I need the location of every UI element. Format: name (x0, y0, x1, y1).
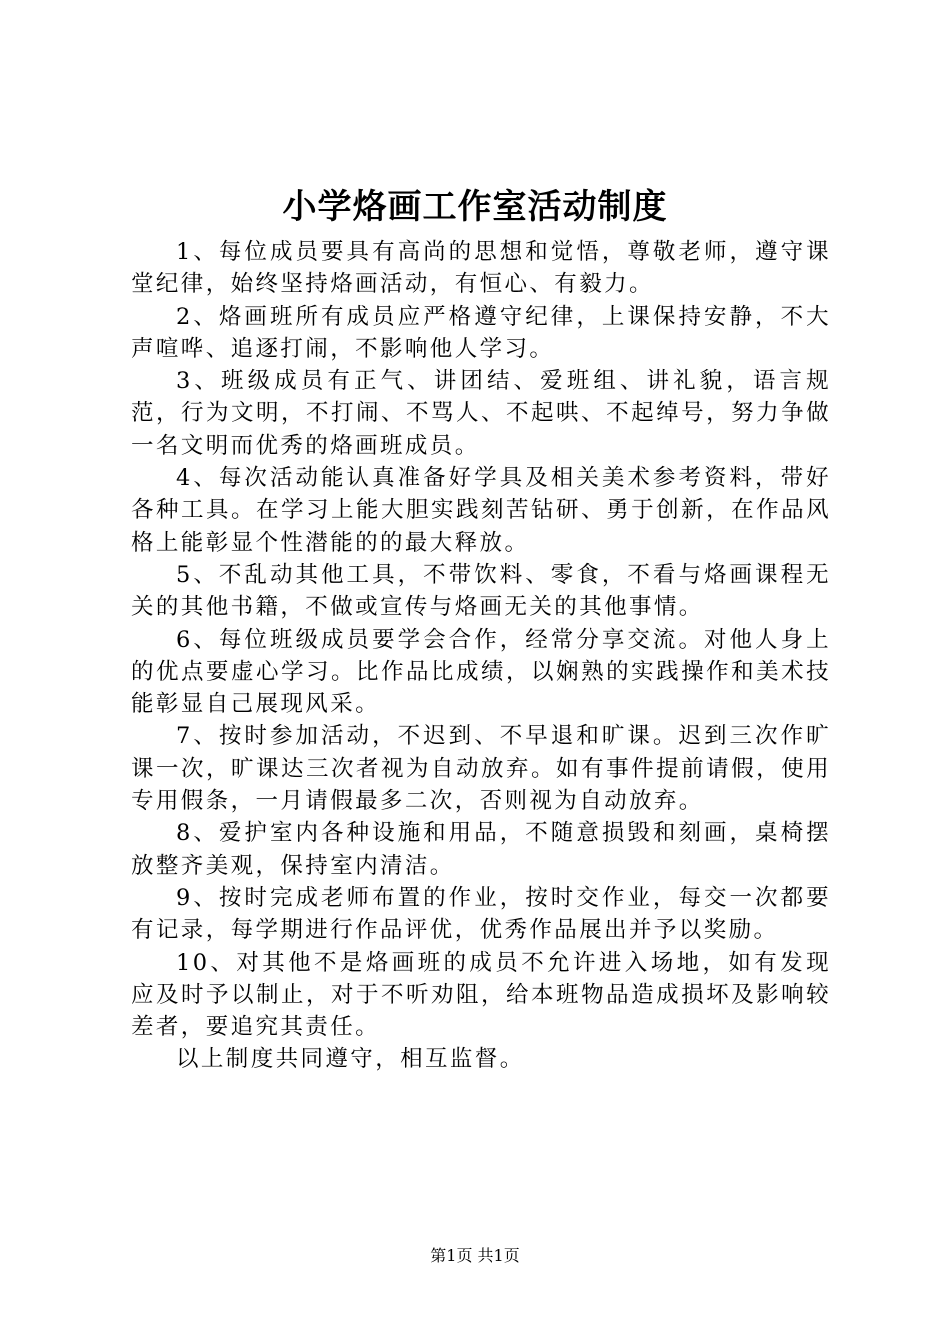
rule-paragraph-2: 2、烙画班所有成员应严格遵守纪律，上课保持安静，不大声喧哗、追逐打闹，不影响他人学习。 (131, 303, 831, 362)
document-body (131, 236, 831, 1076)
rule-paragraph-3: 3、班级成员有正气、讲团结、爱班组、讲礼貌，语言规范，行为文明，不打闹、不骂人、不起哄、不起绰号，努力争做一名文明而优秀的烙画班成员。 (131, 368, 831, 459)
rule-paragraph-10: 10、对其他不是烙画班的成员不允许进入场地，如有发现应及时予以制止，对于不听劝阻，给本班物品造成损坏及影响较差者，要追究其责任。 (131, 949, 831, 1041)
rule-paragraph-8: 8、爱护室内各种设施和用品，不随意损毁和刻画，桌椅摆放整齐美观，保持室内清洁。 (131, 820, 831, 879)
document-title: 小学烙画工作室活动制度 (282, 187, 668, 227)
rule-paragraph-4: 4、每次活动能认真准备好学具及相关美术参考资料，带好各种工具。在学习上能大胆实践刻苦钻研、勇于创新，在作品风格上能彰显个性潜能的的最大释放。 (131, 465, 831, 556)
page-footer: 第1页 共1页 (430, 1246, 520, 1265)
rule-paragraph-1: 1、每位成员要具有高尚的思想和觉悟，尊敬老师，遵守课堂纪律，始终坚持烙画活动，有恒心、有毅力。 (131, 239, 831, 298)
closing-paragraph: 以上制度共同遵守，相互监督。 (176, 1046, 525, 1073)
rule-paragraph-9: 9、按时完成老师布置的作业，按时交作业，每交一次都要有记录，每学期进行作品评优，优秀作品展出并予以奖励。 (131, 884, 831, 944)
rule-paragraph-6: 6、每位班级成员要学会合作，经常分享交流。对他人身上的优点要虚心学习。比作品比成绩，以娴熟的实践操作和美术技能彰显自己展现风采。 (131, 626, 831, 718)
rule-paragraph-7: 7、按时参加活动，不迟到、不早退和旷课。迟到三次作旷课一次，旷课达三次者视为自动放弃。如有事件提前请假，使用专用假条，一月请假最多二次，否则视为自动放弃。 (131, 723, 831, 815)
rule-paragraph-5: 5、不乱动其他工具，不带饮料、零食，不看与烙画课程无关的其他书籍，不做或宣传与烙画无关的其他事情。 (131, 561, 831, 621)
